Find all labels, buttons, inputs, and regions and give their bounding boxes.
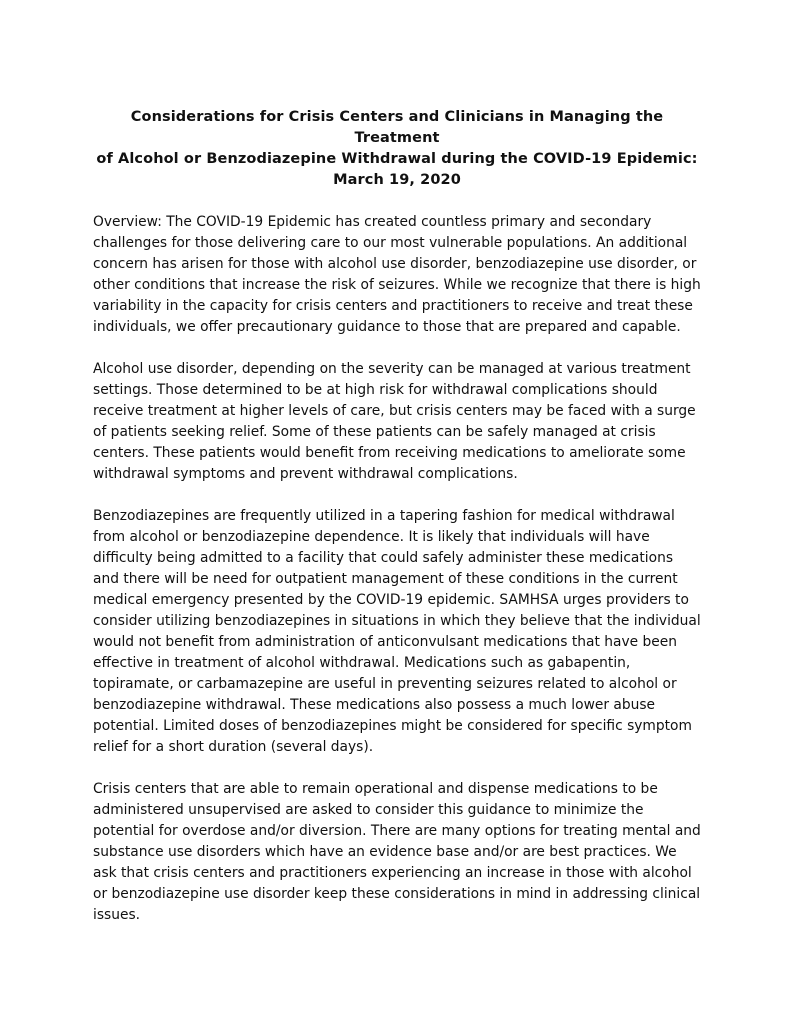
paragraph-overview: Overview: The COVID-19 Epidemic has created countless primary and secondary challenges for those delivering care to our most vulnerable populations. An additional concern has arisen for those with alcohol use disorder, benzodiazepine use disorder, or other conditions that increase the risk of seizures. While we recognize that there is high variability in the capacity for crisis centers and practitioners to receive and treat these individuals, we offer precautionary guidance to those that are prepared and capable. (93, 214, 701, 335)
document-title (93, 107, 701, 191)
document-title-date: March 19, 2020 (333, 172, 461, 188)
document-title-line-2: of Alcohol or Benzodiazepine Withdrawal during the COVID-19 Epidemic: (96, 151, 698, 167)
paragraph-crisis-centers-guidance: Crisis centers that are able to remain operational and dispense medications to be administered unsupervised are asked to consider this guidance to minimize the potential for overdose and/or diversion. There are many options for treating mental and substance use disorders which have an evidence base and/or are best practices. We ask that crisis centers and practitioners experiencing an increase in those with alcohol or benzodiazepine use disorder keep these considerations in mind in addressing clinical issues. (93, 781, 701, 923)
paragraph-alcohol-use-disorder: Alcohol use disorder, depending on the severity can be managed at various treatment settings. Those determined to be at high risk for withdrawal complications should receive treatment at higher levels of care, but crisis centers may be faced with a surge of patients seeking relief. Some of these patients can be safely managed at crisis centers. These patients would benefit from receiving medications to ameliorate some withdrawal symptoms and prevent withdrawal complications. (93, 361, 696, 482)
document-title-line-1: Considerations for Crisis Centers and Clinicians in Managing the Treatment (130, 109, 664, 146)
paragraph-benzodiazepines: Benzodiazepines are frequently utilized in a tapering fashion for medical withdrawal from alcohol or benzodiazepine dependence. It is likely that individuals will have difficulty being admitted to a facility that could safely administer these medications and there will be need for outpatient management of these conditions in the current medical emergency presented by the COVID-19 epidemic. SAMHSA urges providers to consider utilizing benzodiazepines in situations in which they believe that the individual would not benefit from administration of anticonvulsant medications that have been effective in treatment of alcohol withdrawal. Medications such as gabapentin, topiramate, or carbamazepine are useful in preventing seizures related to alcohol or benzodiazepine withdrawal. These medications also possess a much lower abuse potential. Limited doses of benzodiazepines might be considered for specific symptom relief for a short duration (several days). (93, 508, 701, 755)
